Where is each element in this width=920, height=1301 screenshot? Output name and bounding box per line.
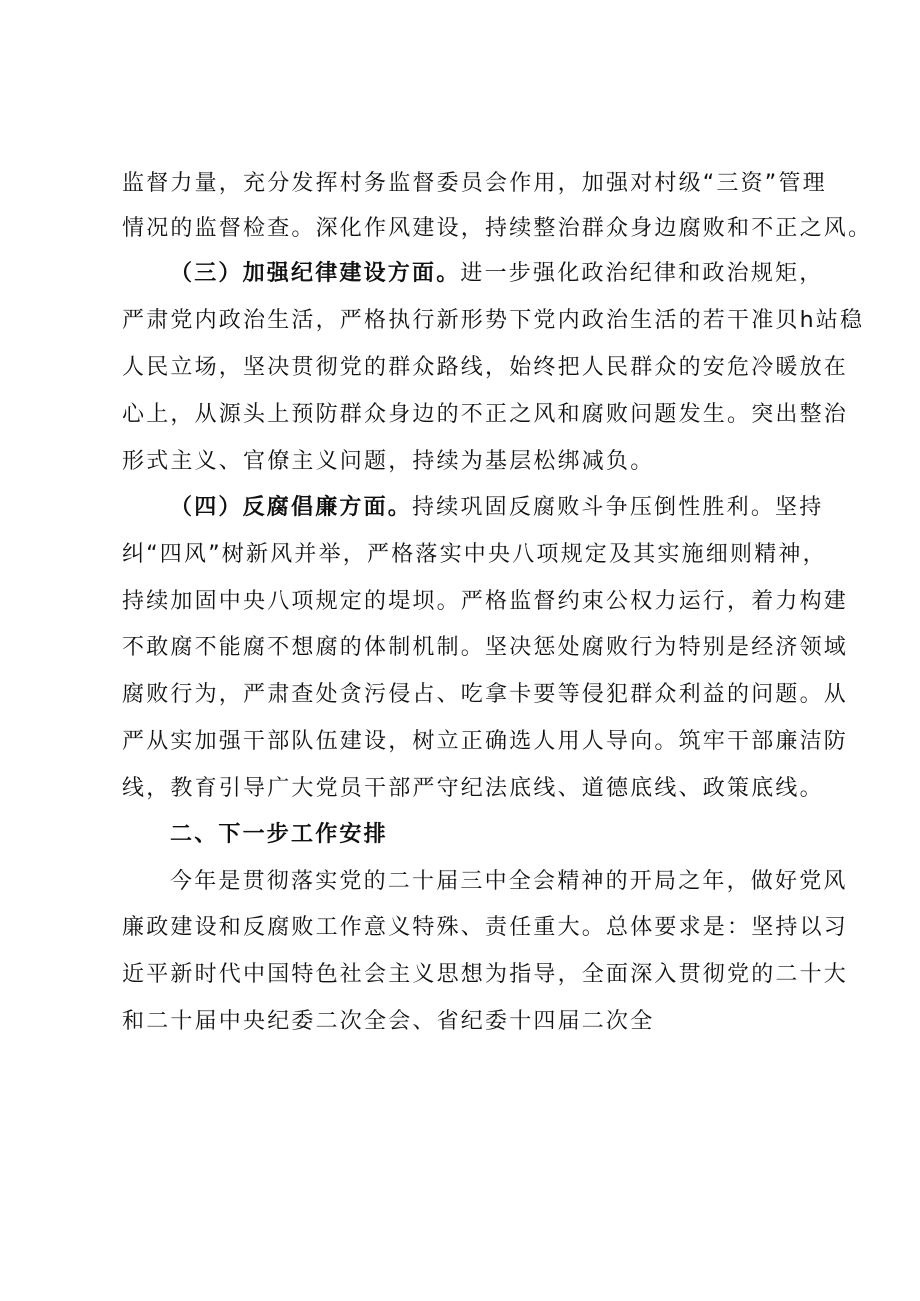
line-text: 廉政建设和反腐败工作意义特殊、责任重大。总体要求是：坚持以习 [122, 915, 849, 940]
paragraph-line [0, 675, 920, 715]
section-four-heading: （四）反腐倡廉方面。 [170, 495, 413, 520]
paragraph-line [0, 628, 920, 668]
line-text: 腐败行为，严肃查处贪污侵占、吃拿卡要等侵犯群众利益的问题。从 [122, 682, 849, 707]
paragraph-line [0, 442, 920, 482]
paragraph-line [0, 908, 920, 948]
line-text: 进一步强化政治纪律和政治规矩， [460, 261, 824, 286]
line-group [170, 488, 823, 528]
section-four-heading-line [0, 488, 920, 528]
paragraph-line [0, 164, 920, 204]
line-text: 心上，从源头上预防群众身边的不正之风和腐败问题发生。突出整治 [122, 402, 849, 427]
paragraph-line [0, 722, 920, 762]
line-text: 近平新时代中国特色社会主义思想为指导，全面深入贯彻党的二十大 [122, 962, 849, 987]
section-heading: 二、下一步工作安排 [170, 822, 388, 847]
line-text: 持续加固中央八项规定的堤坝。严格监督约束公权力运行，着力构建 [122, 589, 849, 614]
line-text: 线，教育引导广大党员干部严守纪法底线、道德底线、政策底线。 [122, 776, 824, 801]
paragraph-line [0, 862, 920, 902]
line-text: 纠“四风”树新风并举，严格落实中央八项规定及其实施细则精神， [122, 542, 827, 567]
section-heading-line [0, 815, 920, 855]
line-text: 持续巩固反腐败斗争压倒性胜利。坚持 [412, 495, 824, 520]
paragraph-line [0, 955, 920, 995]
line-text: 和二十届中央纪委二次全会、省纪委十四届二次全 [122, 1009, 655, 1034]
section-three-heading: （三）加强纪律建设方面。 [170, 261, 461, 286]
line-text: 人民立场，坚决贯彻党的群众路线，始终把人民群众的安危冷暖放在 [122, 355, 849, 380]
line-text: 形式主义、官僚主义问题，持续为基层松绑减负。 [122, 449, 655, 474]
paragraph-line [0, 582, 920, 622]
section-three-heading-line [0, 254, 920, 294]
line-text: 严肃党内政治生活，严格执行新形势下党内政治生活的若干准贝h站稳 [122, 308, 865, 333]
paragraph-line [0, 1002, 920, 1042]
line-text: 情况的监督检查。深化作风建设，持续整治群众身边腐败和不正之风。 [122, 216, 873, 241]
paragraph-line [0, 301, 920, 341]
line-text: 今年是贯彻落实党的二十届三中全会精神的开局之年，做好党风 [170, 869, 848, 894]
line-text: 严从实加强干部队伍建设，树立正确选人用人导向。筑牢干部廉洁防 [122, 729, 849, 754]
paragraph-line [0, 209, 920, 249]
line-text: 监督力量，充分发挥村务监督委员会作用，加强对村级“三资”管理 [122, 171, 827, 196]
paragraph-line [0, 348, 920, 388]
paragraph-line [0, 395, 920, 435]
line-text: 不敢腐不能腐不想腐的体制机制。坚决惩处腐败行为特别是经济领域 [122, 635, 849, 660]
paragraph-line [0, 535, 920, 575]
line-group [170, 254, 823, 294]
paragraph-line [0, 769, 920, 809]
